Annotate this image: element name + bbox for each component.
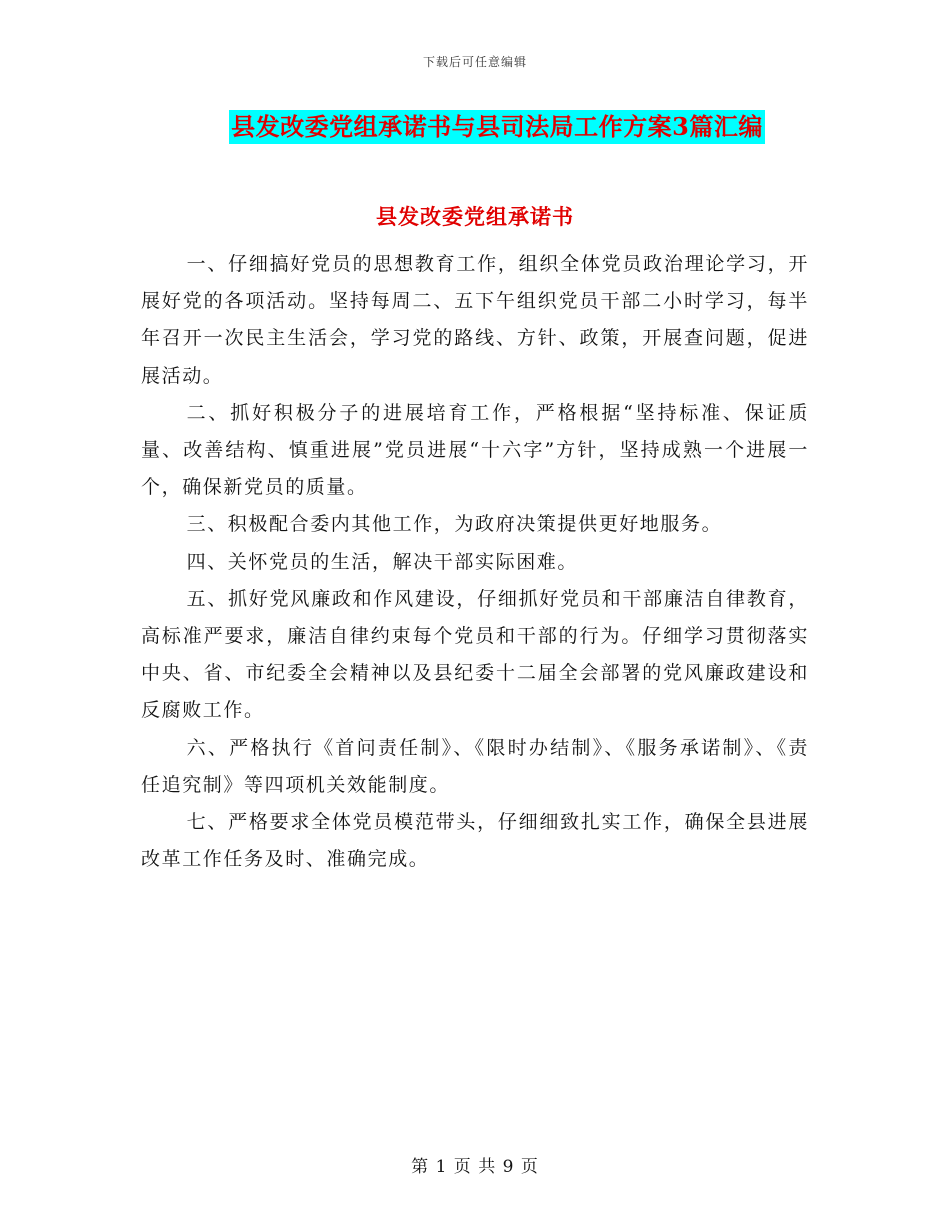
document-title: 县发改委党组承诺书与县司法局工作方案3篇汇编 <box>229 110 765 144</box>
paragraph-2: 二、抓好积极分子的进展培育工作，严格根据“坚持标准、保证质量、改善结构、慎重进展”党员进展“十六字”方针，坚持成熟一个进展一个，确保新党员的质量。 <box>141 401 809 499</box>
paragraph-4: 四、关怀党员的生活，解决干部实际困难。 <box>186 550 578 573</box>
body-text <box>141 246 809 878</box>
paragraph-5: 五、抓好党风廉政和作风建设，仔细抓好党员和干部廉洁自律教育，高标准严要求，廉洁自律约束每个党员和干部的行为。仔细学习贯彻落实中央、省、市纪委全会精神以及县纪委十二届全会部署的党风廉政建设和反腐败工作。 <box>141 587 809 722</box>
paragraph-7: 七、严格要求全体党员模范带头，仔细细致扎实工作，确保全县进展改革工作任务及时、准确完成。 <box>141 811 809 871</box>
section-title: 县发改委党组承诺书 <box>376 204 574 229</box>
document-title-container <box>0 110 950 144</box>
header-note: 下载后可任意编辑 <box>422 55 527 69</box>
paragraph-6: 六、严格执行《首问责任制》、《限时办结制》、《服务承诺制》、《责任追究制》等四项机关效能制度。 <box>141 736 809 796</box>
paragraph-3: 三、积极配合委内其他工作，为政府决策提供更好地服务。 <box>186 513 723 536</box>
paragraph-1: 一、仔细搞好党员的思想教育工作，组织全体党员政治理论学习，开展好党的各项活动。坚持每周二、五下午组织党员干部二小时学习，每半年召开一次民主生活会，学习党的路线、方针、政策，开展查问题，促进展活动。 <box>141 253 809 387</box>
page-number-footer: 第 1 页 共 9 页 <box>411 1157 539 1177</box>
